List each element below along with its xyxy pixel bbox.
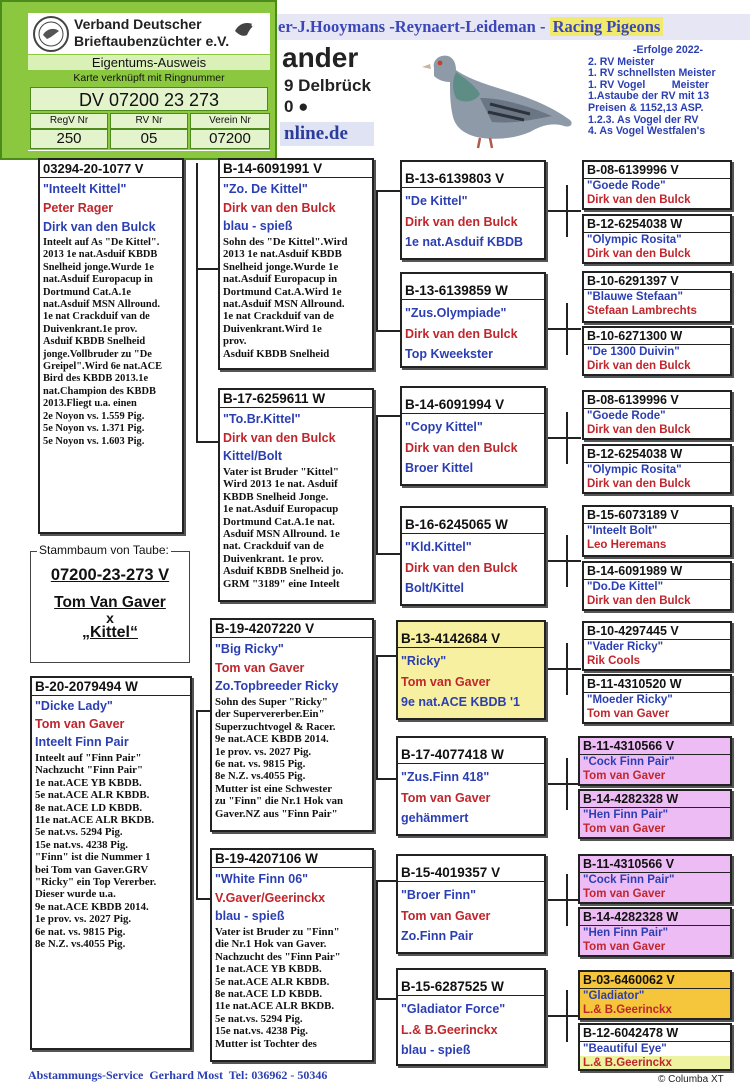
card-val-verein: 07200 [190,129,270,149]
ring-number: B-20-2079494 W [32,678,190,696]
connector-line [196,710,198,900]
ancestor-card [582,621,732,671]
ancestor-card [578,970,732,1020]
description: Sohn des "De Kittel".Wird 2013 1e nat.Asduif KBDB Snelheid jonge.Wurde 1e nat.Asduif Europacup in Dortmund Cat.A.Wird 1e nat.Asduif MSN Allround. 1e nat Crackduif van de Duivenkrant.Wird 1e prov. Asduif KBDB Snelheid [223,236,348,360]
grandparent-card [210,848,374,1062]
pigeon-name: "Olympic Rosita" [587,464,682,476]
pigeon-name: "Beautiful Eye" [583,1043,667,1055]
pigeon-name: "Kld.Kittel" [405,540,472,554]
ring-number: B-08-6139996 V [584,392,730,409]
pigeon-name: "Do.De Kittel" [587,581,664,593]
ancestor-card [582,561,732,611]
ring-number: B-14-6091994 V [402,396,544,414]
ring-number: B-15-6073189 V [584,507,730,524]
achievement-title: -Erfolge 2022- [632,44,704,56]
achievement-item: 1. RV Vogel Meister [588,78,709,91]
breeder-name: Tom van Gaver [401,791,491,805]
ring-number: B-17-6259611 W [220,390,372,408]
subject-dam: „Kittel“ [82,624,138,641]
vdbt-logo [32,15,70,53]
grandparent-card [210,618,374,832]
ancestor-card [582,160,732,210]
connector-line [196,163,198,443]
connector-line [545,560,581,562]
pigeon-name: "Vader Ricky" [587,641,664,653]
ring-number: 03294-20-1077 V [40,160,182,178]
achievement-item: 2. RV Meister [588,55,655,68]
extra-info: Bolt/Kittel [405,581,465,595]
breeder-name: Dirk van den Bulck [587,194,691,206]
breeder-name: Tom van Gaver [401,909,491,923]
pigeon-name: "Gladiator" [583,990,645,1002]
description: Inteelt auf As "De Kittel". 2013 1e nat.Asduif KBDB Snelheid jonge.Wurde 1e nat.Asduif Europacup in Dortmund Cat.A.1e nat.Asduif MSN Allround. 1e nat Crackduif van de Duivenkrant.1e prov. Asduif KBDB Snelheid jonge.Vollbruder zu "De Greipel".Wird 6e nat.ACE Bird des KBDB 2013.1e nat.Champion des KBDB 2013.Fliegt u.a. einen 2e Noyon vs. 1.559 Pig. 5e Noyon vs. 1.371 Pig. 5e Noyon vs. 1.603 Pig. [43,237,163,447]
pigeon-emblem-icon [233,19,259,41]
pigeon-image [420,42,580,154]
breeder-name: ander [282,42,359,73]
ring-number: B-16-6245065 W [402,516,544,534]
ring-number: B-10-6271300 W [584,328,730,345]
ancestor-card [582,390,732,440]
extra-info: gehämmert [401,811,469,825]
great-grandparent-card [400,160,546,260]
extra-info: blau - spieß [401,1043,471,1057]
ring-number: B-15-6287525 W [398,978,544,996]
ring-number: B-12-6042478 W [580,1025,730,1042]
ancestor-card [582,674,732,724]
card-col-verein: Verein Nr [190,113,270,129]
achievements-list [588,45,748,138]
breeder-name: Dirk van den Bulck [405,327,518,341]
description: Vater ist Bruder zu "Finn" die Nr.1 Hok van Gaver. Nachzucht des "Finn Pair" 1e nat.ACE YB KBDB. 5e nat.ACE ALR KBDB. 8e nat.ACE LD KBDB. 11e nat.ACE ALR BKDB. 5e nat.vs. 5294 Pig. 15e nat.vs. 4238 Pig. Mutter ist Tochter des [215,926,341,1050]
grandparent-card [218,158,374,370]
ownership-card [0,0,277,160]
breeder-name: Tom van Gaver [215,661,305,675]
breeder-name: Dirk van den Bulck [587,424,691,436]
connector-line [545,328,581,330]
ancestor-card [578,736,732,786]
extra-info: blau - spieß [223,219,293,233]
card-ring-number: DV 07200 23 273 [30,87,268,111]
ring-number: B-11-4310566 V [580,738,730,755]
great-grandparent-card [396,968,546,1066]
extra-info: Inteelt Finn Pair [35,735,129,749]
achievement-item: 4. As Vogel Westfalen's [588,125,706,138]
pigeon-name: "To.Br.Kittel" [223,412,301,426]
pigeon-name: "Broer Finn" [401,888,477,902]
ancestor-card [578,854,732,904]
connector-line [545,1015,581,1017]
pigeon-name: "Moeder Ricky" [587,694,673,706]
footer-service: Abstammungs-Service Gerhard Most Tel: 036962 - 50346 [28,1068,328,1082]
ancestor-card [582,326,732,376]
pigeon-name: "Cock Finn Pair" [583,874,675,886]
connector-line [545,210,581,212]
pigeon-name: "Hen Finn Pair" [583,927,669,939]
ancestor-card [582,271,732,323]
pigeon-name: "Hen Finn Pair" [583,809,669,821]
connector-line [545,899,581,901]
website-link[interactable]: nline.de [280,122,374,146]
great-grandparent-card [400,506,546,606]
ring-number: B-13-6139803 V [402,170,544,188]
connector-line [376,415,378,555]
card-col-rv: RV Nr [110,113,188,129]
card-val-regv: 250 [30,129,108,149]
pigeon-name: "Zo. De Kittel" [223,182,308,196]
extra-info: Broer Kittel [405,461,474,475]
breeder-name: V.Gaver/Geerinckx [215,891,326,905]
pigeon-name: "Olympic Rosita" [587,234,682,246]
breeder-name: Stefaan Lambrechts [587,305,697,317]
achievement-item: 1.2.3. As Vogel der RV [588,113,699,126]
pigeon-name: "Copy Kittel" [405,420,483,434]
ring-number: B-10-6291397 V [584,273,730,290]
subject-heading: Stammbaum von Taube: [39,543,169,557]
connector-line [376,655,378,780]
ancestor-card [582,505,732,557]
breeder-name: Dirk van den Bulck [587,478,691,490]
connector-line [545,668,581,670]
extra-info: blau - spieß [215,909,285,923]
ring-number: B-13-4142684 V [398,630,544,648]
ring-number: B-08-6139996 V [584,162,730,179]
pigeon-name: "Zus.Olympiade" [405,306,507,320]
achievement-item: 1.Astaube der RV mit 13 [588,90,710,103]
ring-number: B-19-4207106 W [212,850,372,868]
breeder-name: L.& B.Geerinckx [580,1056,730,1070]
ring-number: B-14-4282328 W [580,909,730,926]
great-grandparent-card [396,736,546,836]
ring-number: B-03-6460062 V [580,972,730,989]
connector-line [376,415,400,417]
subject-ring: 07200-23-273 V [50,566,170,584]
great-grandparent-card [396,854,546,954]
ancestor-card [578,907,732,957]
pigeon-name: "Goede Rode" [587,180,666,192]
breeder-name: Dirk van den Bulck [405,215,518,229]
great-grandparent-card [400,272,546,368]
breeder-name: Dirk van den Bulck [223,431,336,445]
breeder-name: Tom van Gaver [587,708,670,720]
pigeon-name: "Gladiator Force" [401,1002,506,1016]
org-name-2: Brieftaubenzüchter e.V. [74,33,230,49]
description: Vater ist Bruder "Kittel" Wird 2013 1e nat. Asduif KBDB Snelheid Jonge. 1e nat.Asduif Europacup Dortmund Cat.A.1e nat. Asduif MSN Allround. 1e nat. Crackduif van de Duivenkrant. 1e prov. Asduif KBDB Snelheid jo. GRM "3189" eine Inteelt [223,466,344,590]
ring-number: B-11-4310566 V [580,856,730,873]
pigeon-name: "Dicke Lady" [35,699,113,713]
ring-number: B-14-6091991 V [220,160,372,178]
ring-number: B-17-4077418 W [398,746,544,764]
extra-info: Top Kweekster [405,347,493,361]
breeder-name: Leo Heremans [587,539,667,551]
card-title: Eigentums-Ausweis [28,55,270,70]
breeder-name: L.& B.Geerinckx [583,1004,672,1016]
great-grandparent-card [400,386,546,486]
ring-number: B-13-6139859 W [402,282,544,300]
card-val-rv: 05 [110,129,188,149]
breeder-name: Tom van Gaver [583,941,666,953]
pigeon-name: "Goede Rode" [587,410,666,422]
extra-info: Dirk van den Bulck [43,220,156,234]
ring-number: B-10-4297445 V [584,623,730,640]
extra-info: Zo.Topbreeder Ricky [215,679,339,693]
description: Sohn des Super "Ricky" der Supervererber.Ein" Superzuchtvogel & Racer. 9e nat.ACE KBDB 2014. 1e prov. vs. 2027 Pig. 6e nat. vs. 9815 Pig. 8e N.Z. vs.4055 Pig. Mutter ist eine Schwester zu "Finn" die Nr.1 Hok van Gaver.NZ aus "Finn Pair" [215,696,343,820]
extra-info: Zo.Finn Pair [401,929,474,943]
ring-number: B-12-6254038 W [584,216,730,233]
connector-line [376,553,400,555]
grandparent-card [218,388,374,602]
pigeon-name: "Cock Finn Pair" [583,756,675,768]
achievement-item: Preisen & 1152,13 ASP. [588,101,704,114]
org-name-1: Verband Deutscher [74,16,202,32]
extra-info: 1e nat.Asduif KBDB [405,235,524,249]
connector-line [376,190,400,192]
breeder-name: Tom van Gaver [35,717,125,731]
breeder-name: Dirk van den Bulck [223,201,336,215]
breeder-name: Tom van Gaver [583,823,666,835]
pigeon-name: "De 1300 Duivin" [587,346,680,358]
connector-line [376,330,400,332]
breeder-line3: 0 ● [284,97,309,116]
pigeon-name: "Inteelt Kittel" [43,182,127,196]
ring-number: B-19-4207220 V [212,620,372,638]
footer-copyright: © Columba XT [658,1074,724,1085]
connector-line [545,783,581,785]
ring-number: B-12-6254038 W [584,446,730,463]
ancestor-card [582,214,732,264]
breeder-name: Dirk van den Bulck [587,595,691,607]
pigeon-name: "Inteelt Bolt" [587,525,658,537]
ancestor-card [578,1023,732,1071]
connector-line [196,441,218,443]
breeder-name: Dirk van den Bulck [405,561,518,575]
subject-sire: Tom Van Gaver [54,594,166,611]
breeder-name: Tom van Gaver [583,770,666,782]
pigeon-name: "Zus.Finn 418" [401,770,490,784]
breeder-name: Peter Rager [43,201,114,215]
racing-pigeons-tag: Racing Pigeons [550,17,664,36]
ring-number: B-15-4019357 V [398,864,544,882]
breeder-name: Dirk van den Bulck [587,248,691,260]
mother-card [30,676,192,1050]
pigeon-name: "White Finn 06" [215,872,309,886]
pigeon-name: "De Kittel" [405,194,468,208]
description: Inteelt auf "Finn Pair" Nachzucht "Finn Pair" 1e nat.ACE YB KBDB. 5e nat.ACE ALR KBDB. 8e nat.ACE LD KBDB. 11e nat.ACE ALR BKDB. 5e nat.vs. 5294 Pig. 15e nat.vs. 4238 Pig. "Finn" ist die Nummer 1 bei Tom van Gaver.GRV "Ricky" ein Top Vererber. Dieser wurde u.a. 9e nat.ACE KBDB 2014. 1e prov. vs. 2027 Pig. 6e nat. vs. 9815 Pig. 8e N.Z. vs.4055 Pig. [35,752,157,951]
breeder-name: Dirk van den Bulck [405,441,518,455]
breeder-name: Tom van Gaver [583,888,666,900]
extra-info: Kittel/Bolt [223,449,283,463]
ring-number: B-14-6091989 W [584,563,730,580]
breeder-name: Rik Cools [587,655,641,667]
header-banner-text: er-J.Hooymans -Reynaert-Leideman - Racing Pigeons [278,17,663,37]
pigeon-name: "Ricky" [401,654,447,668]
breeder-name: L.& B.Geerinckx [401,1023,498,1037]
connector-line [376,190,378,330]
ring-number: B-14-4282328 W [580,791,730,808]
ancestor-card [582,444,732,494]
breeder-name: Tom van Gaver [401,675,491,689]
pigeon-name: "Big Ricky" [215,642,284,656]
achievement-item: 1. RV schnellsten Meister [588,67,716,80]
card-col-regv: RegV Nr [30,113,108,129]
ancestor-card [578,789,732,839]
connector-line [376,880,378,1000]
great-grandparent-card [396,620,546,720]
connector-line [545,437,581,439]
subject-card [30,543,190,663]
subject-x: x [106,610,114,626]
extra-info: 9e nat.ACE KBDB '1 [401,695,520,709]
pigeon-name: "Blauwe Stefaan" [587,291,683,303]
breeder-name: Dirk van den Bulck [587,360,691,372]
card-subtitle: Karte verknüpft mit Ringnummer [73,72,225,84]
breeder-address: 9 Delbrück [284,76,371,95]
connector-line [196,268,218,270]
father-card [38,158,184,534]
ring-number: B-11-4310520 W [584,676,730,693]
